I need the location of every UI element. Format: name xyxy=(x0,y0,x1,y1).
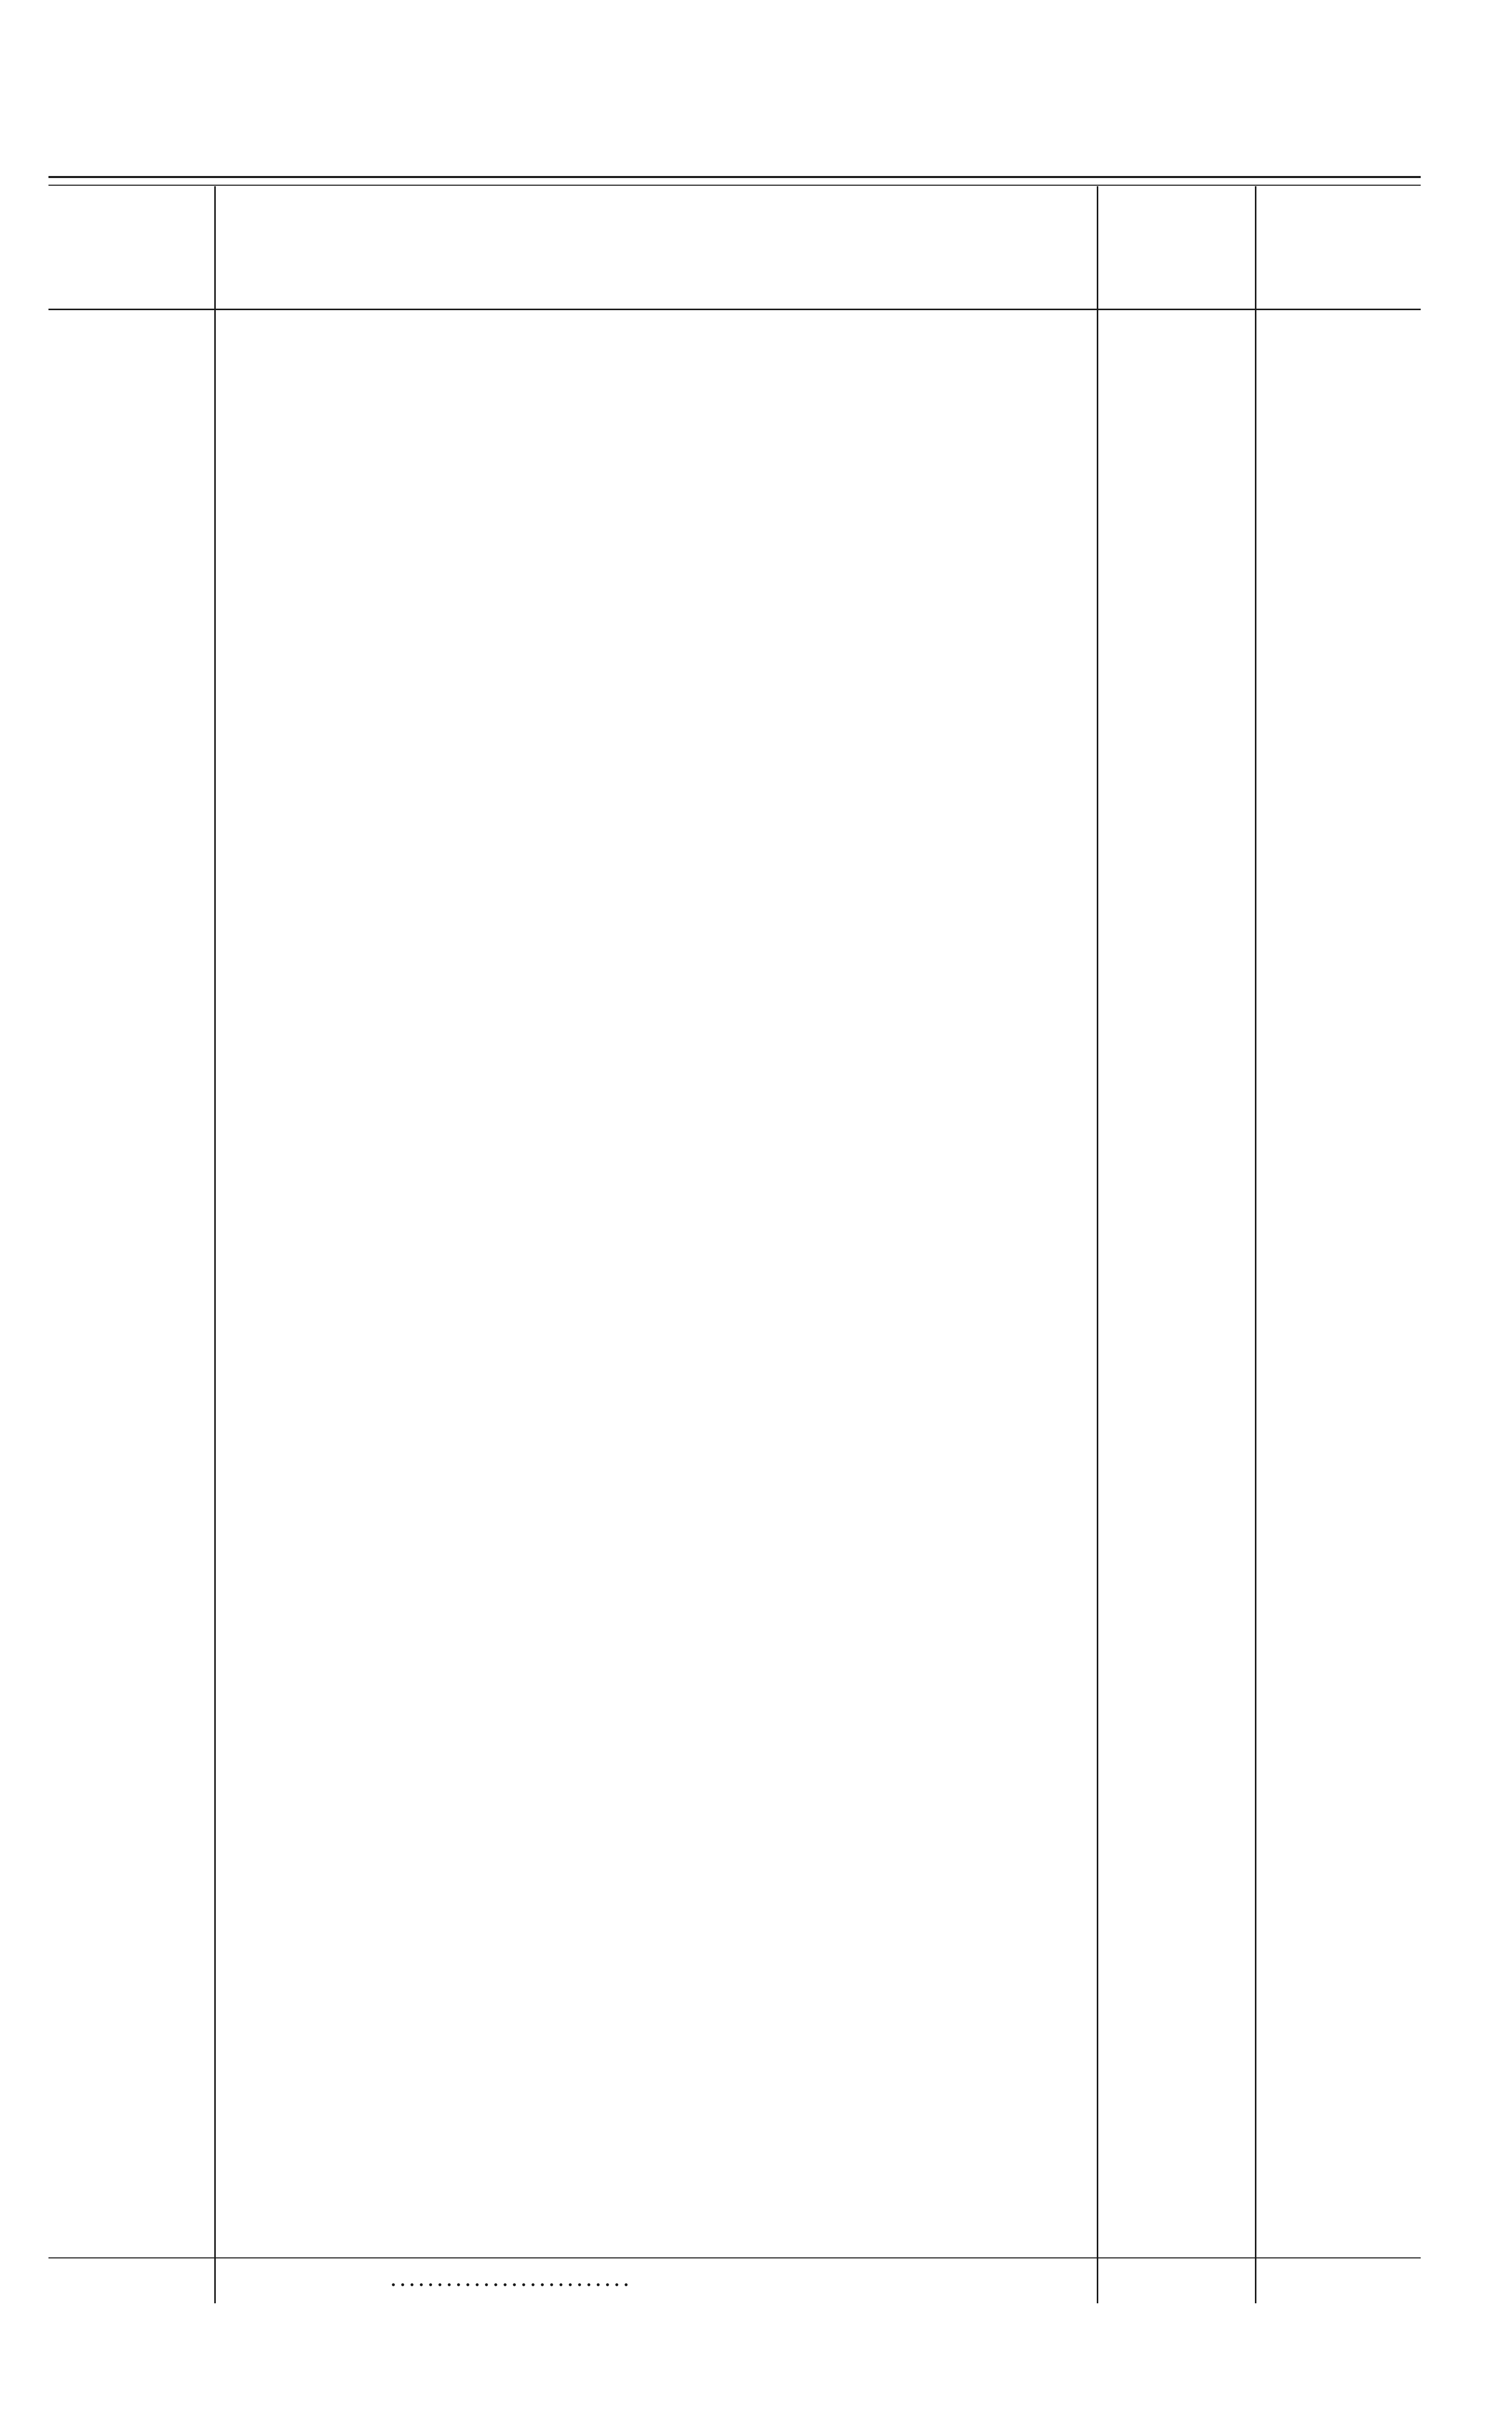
page-footer xyxy=(48,2291,1421,2347)
page-header xyxy=(48,84,1421,145)
col-divider-tax xyxy=(214,186,216,2303)
header-rule xyxy=(48,309,1421,310)
top-rule xyxy=(48,176,1421,178)
col-divider-cred xyxy=(1255,186,1256,2303)
section-title-geologique-row xyxy=(0,880,1512,906)
top-rule-thin xyxy=(48,185,1421,186)
units-row xyxy=(0,351,1512,376)
carry-row xyxy=(0,2265,1512,2291)
carry-label: .......................... xyxy=(390,2265,633,2291)
col-divider-gov xyxy=(1097,186,1098,2303)
carry-rule xyxy=(48,2257,1421,2258)
